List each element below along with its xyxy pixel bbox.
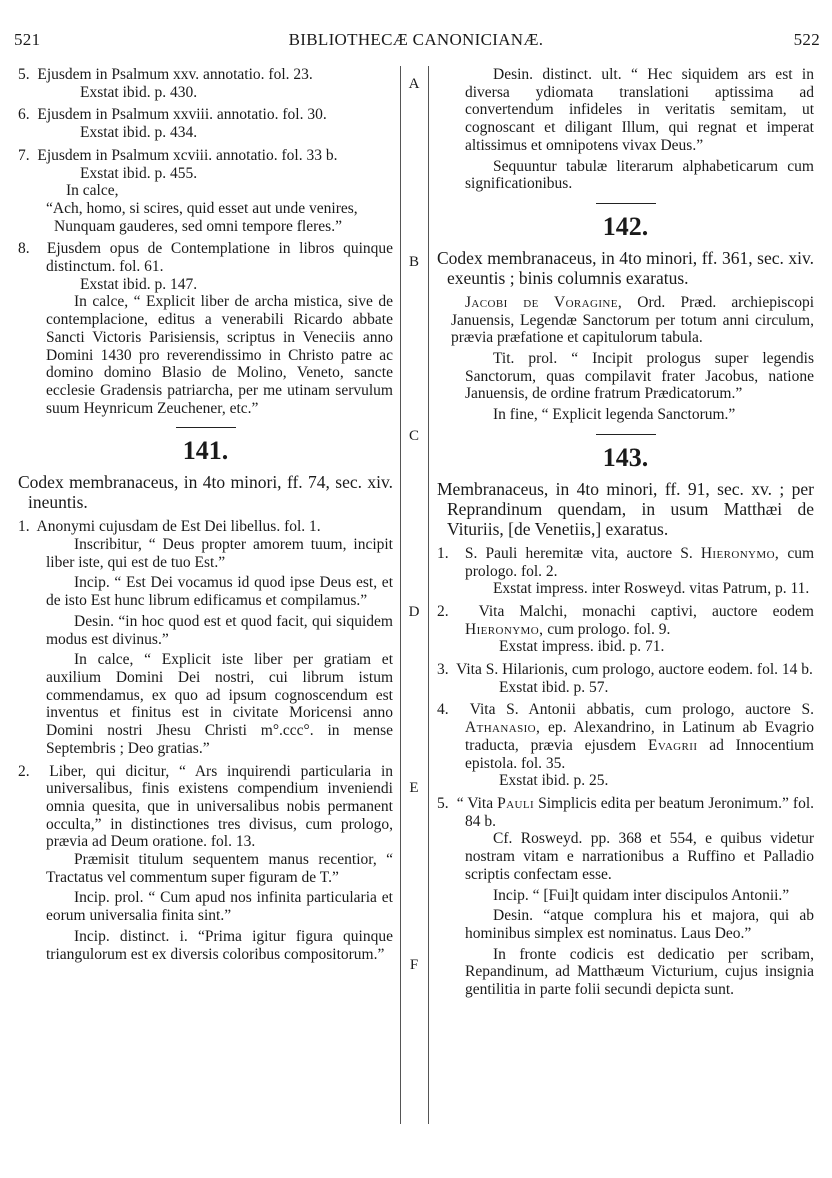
- codex-141-item-2: [18, 763, 393, 964]
- entry-title: Ejusdem opus de Contemplatione in libros quinque distinctum. fol. 61.: [46, 240, 394, 276]
- codex-number-143: 143.: [602, 442, 649, 472]
- author-name: Pauli: [497, 794, 535, 812]
- entry-number: 8.: [18, 240, 30, 258]
- entry-title: Vita S. Hilarionis, cum prologo, auctore eodem. fol. 14 b.: [456, 661, 813, 679]
- codex-number-141: 141.: [182, 436, 229, 466]
- desinit-text: Desin. “in hoc quod est et quod facit, qui siquidem modus est divinus.”: [46, 612, 393, 648]
- codex-141-item-1: [18, 518, 393, 757]
- codex-heading-142: Codex membranaceus, in 4to minori, ff. 361, sec. xiv. exeuntis ; binis columnis exaratus.: [437, 247, 814, 288]
- section-rule: [176, 427, 236, 428]
- running-header: [0, 30, 832, 60]
- entry-title: Ejusdem in Psalmum xcviii. annotatio. fol. 33 b.: [37, 146, 338, 164]
- entry-number: 1.: [18, 518, 30, 536]
- entry-number: 6.: [18, 106, 30, 124]
- entry-title: Ejusdem in Psalmum xxv. annotatio. fol. 23.: [37, 66, 313, 83]
- entry-note: Exstat ibid. p. 434.: [80, 124, 198, 142]
- author-name: Athanasio,: [465, 719, 541, 737]
- incipit-text: Incip. “ Est Dei vocamus id quod ipse Deus est, et de isto Est hunc librum edificamus et compilamus.”: [46, 574, 393, 610]
- entry-6: [18, 106, 393, 141]
- codex-heading-143: Membranaceus, in 4to minori, ff. 91, sec. xv. ; per Reprandinum quendam, in usum Matthæi de Vituriis, [de Venetiis,] exaratus.: [437, 478, 814, 539]
- incipit-prologue: Incip. prol. “ Cum apud nos infinita particularia et eorum universalia finita sint.”: [46, 889, 393, 925]
- codex-143-item-3: [437, 661, 814, 696]
- entry-number: 5.: [437, 794, 449, 812]
- tables-note: Sequuntur tabulæ literarum alphabeticarum cum significationibus.: [465, 157, 814, 193]
- codex-142-contents: Jacobi de Voragine, Ord. Præd. archiepiscopi Januensis, Legendæ Sanctorum per totum anni circulum, prævia præfatione et capitulorum tabula.: [451, 293, 814, 347]
- entry-note: Exstat impress. ibid. p. 71.: [499, 638, 665, 656]
- codex-143-item-4: 4. Vita S. Antonii abbatis, cum prologo, auctore S. Athanasio, ep. Alexandrino, in Latinum ab Evagrio traducta, prævia ejusdem Evagrii ad Innocentium epistola. fol. 35. Exstat ibid. p. 25.: [437, 701, 814, 790]
- entry-note: Exstat ibid. p. 25.: [499, 772, 609, 790]
- desinit-text: Desin. distinct. ult. “ Hec siquidem ars est in diversa ydiomata translationi aptissima ad convertendum infideles in veritatis semitam, ut cognoscant et diligant Illum, qui regnat et imperat altissimus et omnipotens vivax Deus.”: [465, 66, 814, 154]
- author-name: Hieronymo,: [700, 544, 780, 562]
- incipit-text: Incip. “ [Fui]t quidam inter discipulos Antonii.”: [493, 886, 790, 904]
- codex-143-item-2: 2. Vita Malchi, monachi captivi, auctore eodem Hieronymo, cum prologo. fol. 9. Exstat impress. ibid. p. 71.: [437, 602, 814, 656]
- incipit-distinction: Incip. distinct. i. “Prima igitur figura quinque triangulorum est ex diversis coloribus compositorum.”: [46, 927, 393, 963]
- margin-marker-d: D: [408, 604, 420, 620]
- section-rule: [596, 434, 656, 435]
- explicit-text: In fine, “ Explicit legenda Sanctorum.”: [493, 406, 736, 424]
- verse-line-2: Nunquam gauderes, sed omni tempore fleres.”: [54, 217, 342, 235]
- codex-heading-141: Codex membranaceus, in 4to minori, ff. 74, sec. xiv. ineuntis.: [18, 472, 393, 513]
- entry-number: 1.: [437, 544, 449, 562]
- cross-reference: Cf. Rosweyd. pp. 368 et 554, e quibus videtur nostram vitam e narrationibus a Ruffino et Palladio scriptis confectam esse.: [465, 830, 814, 883]
- gutter-rule-right: [428, 66, 429, 1124]
- entry-7: [18, 147, 393, 236]
- entry-title: Ejusdem in Psalmum xxviii. annotatio. fol. 30.: [37, 106, 327, 124]
- entry-number: 3.: [437, 661, 449, 679]
- author-name: Hieronymo,: [465, 620, 544, 638]
- entry-note: Exstat ibid. p. 57.: [499, 678, 609, 696]
- desinit-text: Desin. “atque complura his et majora, qui ab hominibus simplex est nominatus. Laus Deo.”: [465, 907, 814, 942]
- colophon-text: In calce, “ Explicit liber de archa mistica, sive de contemplacione, editus a venerabili Ricardo abbate Sancti Victoris Parisiensis, scriptus in Veneciis anno Domini 1430 pro reverendissimo in Christo patre ac domino domino Blasio de Molino, Veneto, sancte ecclesie Gradensis patriarcha, per me utinam servulum suum Heynricum Zeuchener, etc.”: [46, 293, 393, 417]
- running-title: BIBLIOTHECÆ CANONICIANÆ.: [288, 30, 544, 49]
- dedication-note: In fronte codicis est dedicatio per scribam, Repandinum, ad Matthæum Victurium, cujus insignia gentilitia in parte folii secundi depicta sunt.: [465, 945, 814, 999]
- in-calce-label: In calce,: [66, 182, 119, 200]
- author-name: Evagrii: [648, 736, 698, 754]
- entry-number: 7.: [18, 146, 30, 164]
- entry-number: 2.: [437, 602, 449, 620]
- entry-note: Exstat ibid. p. 147.: [80, 275, 198, 293]
- entry-5: [18, 66, 393, 101]
- colophon-text: In calce, “ Explicit iste liber per gratiam et auxilium Domini Dei nostri, cui librum istum commendamus, ex quo ad ipsum cognoscendum est inventus et finitus est in civitate Moricensi anno Domini nostri Jhesu Christi m°.ccc°. in mense Septembris ; Deo gratias.”: [46, 651, 393, 757]
- entry-note: Exstat ibid. p. 430.: [80, 83, 198, 101]
- page-number-right: 522: [793, 30, 820, 49]
- margin-marker-b: B: [408, 254, 419, 270]
- right-column: [437, 66, 814, 1004]
- entry-number: 2.: [18, 762, 30, 780]
- inscription-text: Inscribitur, “ Deus propter amorem tuum, incipit liber iste, qui est de tuo Est.”: [46, 536, 393, 571]
- margin-marker-f: F: [409, 957, 419, 973]
- entry-note: Exstat impress. inter Rosweyd. vitas Patrum, p. 11.: [493, 580, 810, 598]
- codex-number-142: 142.: [602, 211, 649, 241]
- margin-marker-c: C: [408, 428, 419, 444]
- entry-number: 4.: [437, 701, 449, 719]
- codex-143-item-5: 5. “ Vita Pauli Simplicis edita per beatum Jeronimum.” fol. 84 b. Cf. Rosweyd. pp. 368 et 554, e quibus videtur nostram vitam e narrationibus a Ruffino et Palladio scriptis confectam esse. Incip. “ [Fui]t quidam inter discipulos Antonii.” Desin. “atque complura his et majora, qui ab hominibus simplex est nominatus. Laus Deo.” In fronte codicis est dedicatio per scribam, Repandinum, ad Matthæum Victurium, cujus insignia gentilitia in parte folii secundi depicta sunt.: [437, 794, 815, 999]
- codex-143-item-1: 1. S. Pauli heremitæ vita, auctore S. Hieronymo, cum prologo. fol. 2. Exstat impress. inter Rosweyd. vitas Patrum, p. 11.: [437, 544, 815, 598]
- left-column: [18, 66, 393, 968]
- entry-title: Anonymi cujusdam de Est Dei libellus. fol. 1.: [36, 518, 321, 536]
- entry-number: 5.: [18, 66, 30, 83]
- margin-marker-e: E: [409, 780, 419, 796]
- section-rule: [596, 203, 656, 204]
- entry-title: Liber, qui dicitur, “ Ars inquirendi particularia in universalibus, finis existens compendium inveniendi omnia quesita, que in universalibus nobis permanent occulta,” in distinctiones tres divisus, cum prologo, prævia ad Deum oratione. fol. 13.: [46, 762, 394, 851]
- author-name: Jacobi de Voragine,: [465, 293, 623, 311]
- entry-8: [18, 240, 393, 417]
- title-prologue: Tit. prol. “ Incipit prologus super legendis Sanctorum, quas compilavit frater Jacobus, natione Januensis, de ordine fratrum Prædicatorum.”: [465, 350, 814, 403]
- entry-note: Exstat ibid. p. 455.: [80, 164, 198, 182]
- verse-line-1: “Ach, homo, si scires, quid esset aut unde venires,: [46, 199, 358, 217]
- page-number-left: 521: [14, 30, 41, 49]
- gutter-rule-left: [400, 66, 401, 1124]
- title-note: Præmisit titulum sequentem manus recentior, “ Tractatus vel commentum super figuram de T.”: [46, 851, 393, 886]
- margin-marker-a: A: [408, 76, 420, 92]
